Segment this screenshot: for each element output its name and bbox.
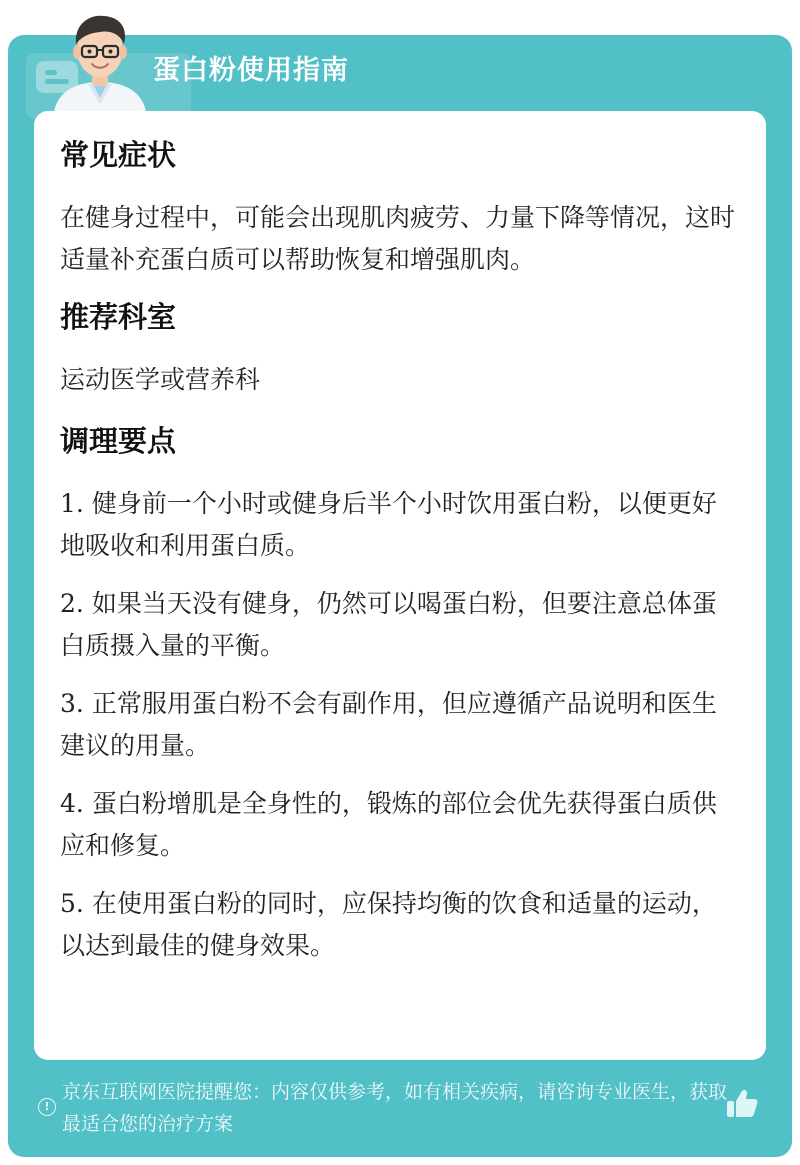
tip-item — [60, 583, 740, 667]
tips-heading: 调理要点 — [60, 424, 177, 458]
tip-item — [60, 483, 740, 567]
page-title: 蛋白粉使用指南 — [153, 55, 349, 86]
tip-text: 如果当天没有健身，仍然可以喝蛋白粉，但要注意总体蛋白质摄入量的平衡。 — [60, 589, 717, 660]
department-text: 运动医学或营养科 — [60, 365, 261, 394]
tip-item — [60, 683, 740, 767]
tip-text: 在使用蛋白粉的同时，应保持均衡的饮食和适量的运动，以达到最佳的健身效果。 — [60, 889, 717, 960]
doctor-avatar-icon — [48, 8, 152, 112]
tip-text: 正常服用蛋白粉不会有副作用，但应遵循产品说明和医生建议的用量。 — [60, 689, 717, 760]
footer — [34, 1068, 766, 1148]
tip-number: 5. — [60, 889, 84, 918]
thumbs-up-icon[interactable] — [724, 1086, 760, 1122]
symptoms-heading: 常见症状 — [60, 138, 177, 172]
tip-text: 健身前一个小时或健身后半个小时饮用蛋白粉，以便更好地吸收和利用蛋白质。 — [60, 489, 717, 560]
tip-number: 1. — [60, 489, 84, 518]
disclaimer-text: 京东互联网医院提醒您：内容仅供参考，如有相关疾病，请咨询专业医生，获取最适合您的治疗方案 — [62, 1081, 728, 1135]
tip-item — [60, 783, 740, 867]
symptoms-text: 在健身过程中，可能会出现肌肉疲劳、力量下降等情况，这时适量补充蛋白质可以帮助恢复和增强肌肉。 — [60, 203, 736, 274]
tip-item — [60, 883, 740, 967]
tip-text: 蛋白粉增肌是全身性的，锻炼的部位会优先获得蛋白质供应和修复。 — [60, 789, 717, 860]
content-card — [34, 111, 766, 1060]
tip-number: 3. — [60, 689, 84, 718]
info-icon: ! — [38, 1098, 56, 1116]
tip-number: 2. — [60, 589, 84, 618]
department-heading: 推荐科室 — [60, 300, 177, 334]
tip-number: 4. — [60, 789, 84, 818]
